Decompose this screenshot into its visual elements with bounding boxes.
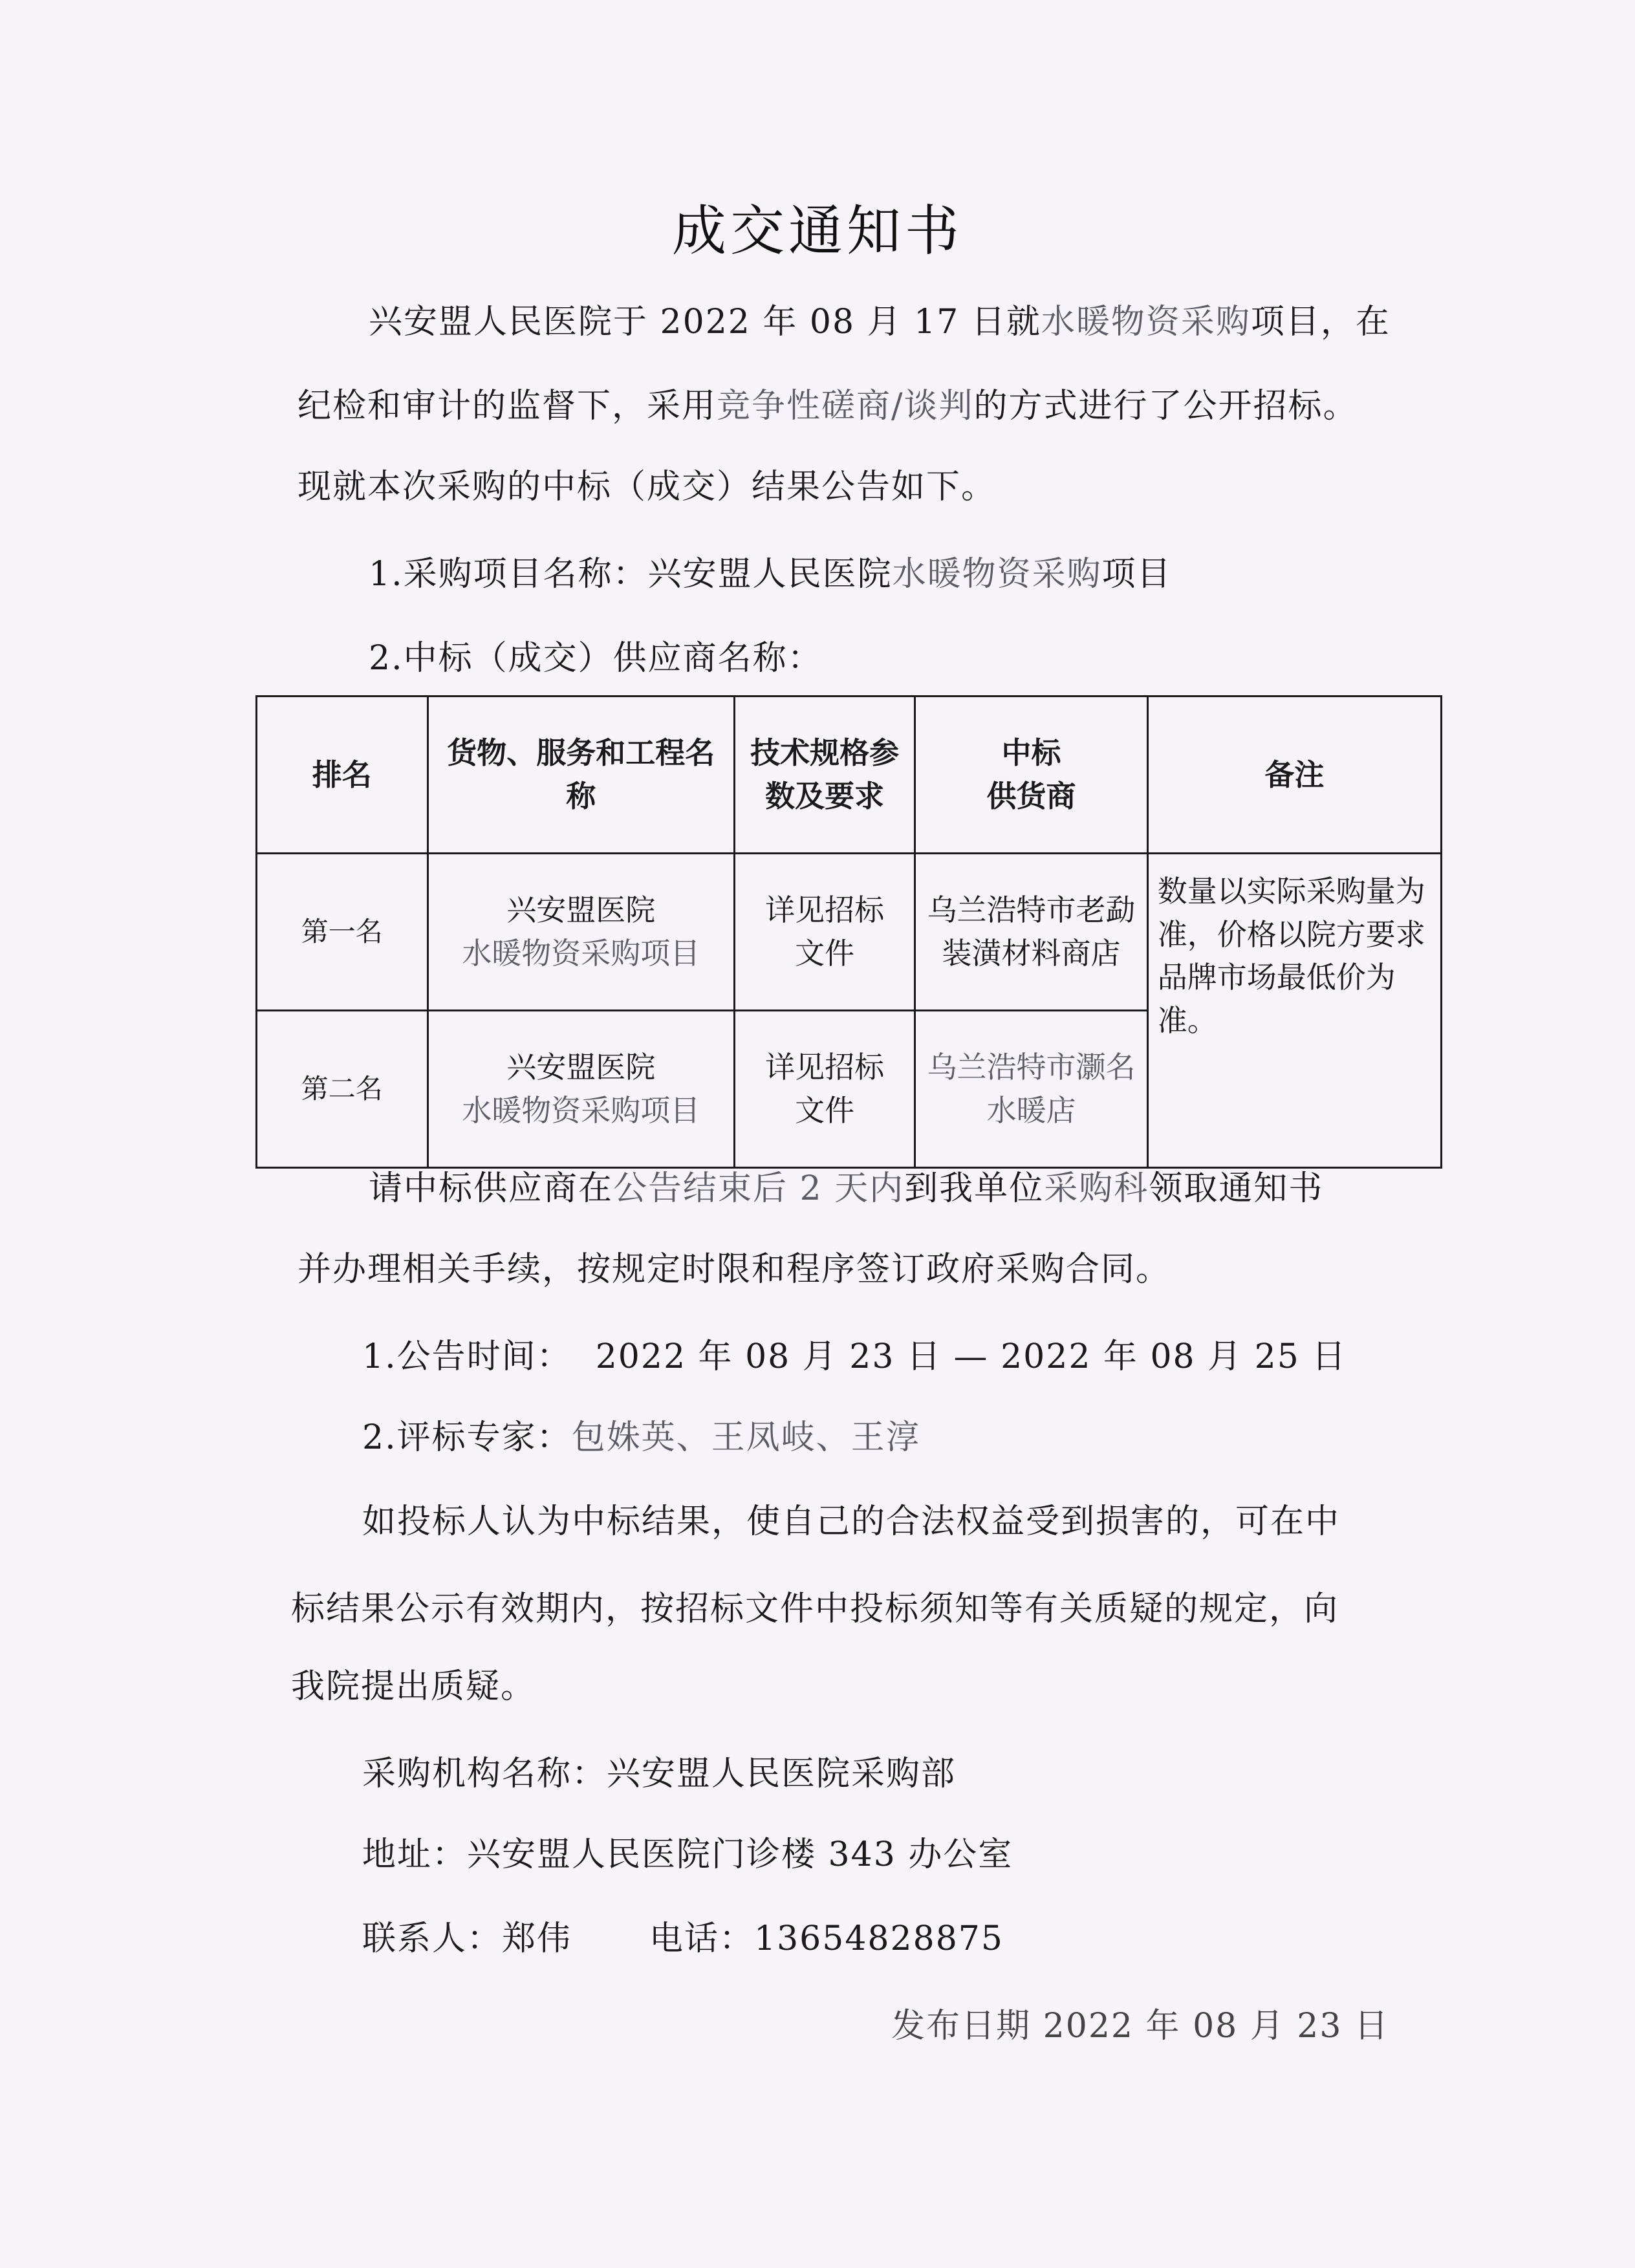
- supplier-cell: 乌兰浩特市老勐装潢材料商店: [915, 854, 1147, 1011]
- contact-phone: 电话：13654828875: [649, 1919, 1004, 1958]
- experts-line: [362, 1410, 921, 1458]
- intro-text: 纪检和审计的监督下，采用: [298, 387, 717, 426]
- notice-line-2: 并办理相关手续，按规定时限和程序签订政府采购合同。: [298, 1250, 1171, 1289]
- item-name-line1: 兴安盟医院: [506, 892, 656, 928]
- intro-line-1: [369, 294, 1391, 343]
- procurement-method-fill: 竞争性磋商/谈判: [717, 387, 974, 426]
- header-remark: 备注: [1147, 697, 1441, 854]
- project-name-fill: 水暖物资采购: [1041, 303, 1251, 341]
- header-spec: 技术规格参数及要求: [734, 697, 915, 854]
- notice-department-fill: 采购科: [1044, 1169, 1149, 1208]
- document-title: 成交通知书: [671, 199, 963, 263]
- contact-address: 地址：兴安盟人民医院门诊楼 343 办公室: [362, 1835, 1013, 1874]
- item-name-line2: 水暖物资采购项目: [462, 1093, 700, 1128]
- item-name-cell: [428, 854, 734, 1011]
- rank-cell: 第二名: [257, 1011, 428, 1168]
- spec-line1: 详见招标: [765, 892, 885, 928]
- item-name-cell: [428, 1011, 734, 1168]
- notice-line-1: [369, 1161, 1323, 1209]
- intro-text: 项目，在: [1250, 303, 1391, 341]
- spec-line2: 文件: [795, 1093, 855, 1128]
- intro-line-2: [298, 378, 1358, 427]
- experts-value: 包姝英、王凤岐、王淳: [571, 1418, 921, 1457]
- spec-cell: [734, 1011, 915, 1168]
- project-name-fill: 水暖物资采购: [892, 555, 1102, 594]
- header-supplier: [915, 697, 1147, 854]
- supplier-cell: 乌兰浩特市灏名水暖店: [915, 1011, 1147, 1168]
- contact-org: 采购机构名称：兴安盟人民医院采购部: [362, 1755, 957, 1793]
- contact-person: 联系人：郑伟: [362, 1919, 572, 1958]
- intro-text: 的方式进行了公开招标。: [973, 387, 1358, 426]
- remark-cell: 数量以实际采购量为准，价格以院方要求品牌市场最低价为准。: [1147, 854, 1441, 1168]
- intro-text: 兴安盟人民医院于 2022 年 08 月 17 日就: [369, 303, 1041, 341]
- project-name-item: [369, 546, 1172, 595]
- notice-deadline-fill: 公告结束后 2 天内: [613, 1169, 905, 1208]
- header-supplier-line1: 中标: [1001, 735, 1061, 771]
- announce-time-line: [362, 1329, 1347, 1377]
- experts-label: 2.评标专家：: [362, 1418, 572, 1457]
- table-header-row: [257, 697, 1442, 854]
- item-name-line2: 水暖物资采购项目: [462, 936, 700, 971]
- header-rank: 排名: [257, 697, 428, 854]
- notice-text: 领取通知书: [1149, 1169, 1324, 1208]
- announce-time-value: 2022 年 08 月 23 日 — 2022 年 08 月 25 日: [595, 1337, 1347, 1376]
- supplier-item-label: 2.中标（成交）供应商名称：: [369, 639, 823, 678]
- objection-line-2: 标结果公示有效期内，按招标文件中投标须知等有关质疑的规定，向: [291, 1590, 1339, 1628]
- header-supplier-line2: 供货商: [986, 779, 1076, 814]
- item-label: 1.采购项目名称：兴安盟人民医院: [369, 555, 893, 594]
- objection-line-3: 我院提出质疑。: [291, 1667, 536, 1706]
- award-table: [255, 695, 1442, 1169]
- item-name-line1: 兴安盟医院: [506, 1050, 656, 1085]
- intro-line-3: 现就本次采购的中标（成交）结果公告如下。: [298, 468, 997, 506]
- table-row: [257, 854, 1442, 1011]
- spec-line1: 详见招标: [765, 1050, 885, 1085]
- item-suffix: 项目: [1101, 555, 1172, 594]
- rank-cell: 第一名: [257, 854, 428, 1011]
- spec-cell: [734, 854, 915, 1011]
- notice-text: 到我单位: [904, 1169, 1045, 1208]
- publish-date: 发布日期 2022 年 08 月 23 日: [891, 2007, 1389, 2046]
- spec-line2: 文件: [795, 936, 855, 971]
- announce-time-label: 1.公告时间：: [362, 1337, 572, 1376]
- objection-line-1: 如投标人认为中标结果，使自己的合法权益受到损害的，可在中: [362, 1502, 1341, 1541]
- header-item-name: 货物、服务和工程名称: [428, 697, 734, 854]
- contact-line: [362, 1911, 1004, 1960]
- notice-text: 请中标供应商在: [369, 1169, 614, 1208]
